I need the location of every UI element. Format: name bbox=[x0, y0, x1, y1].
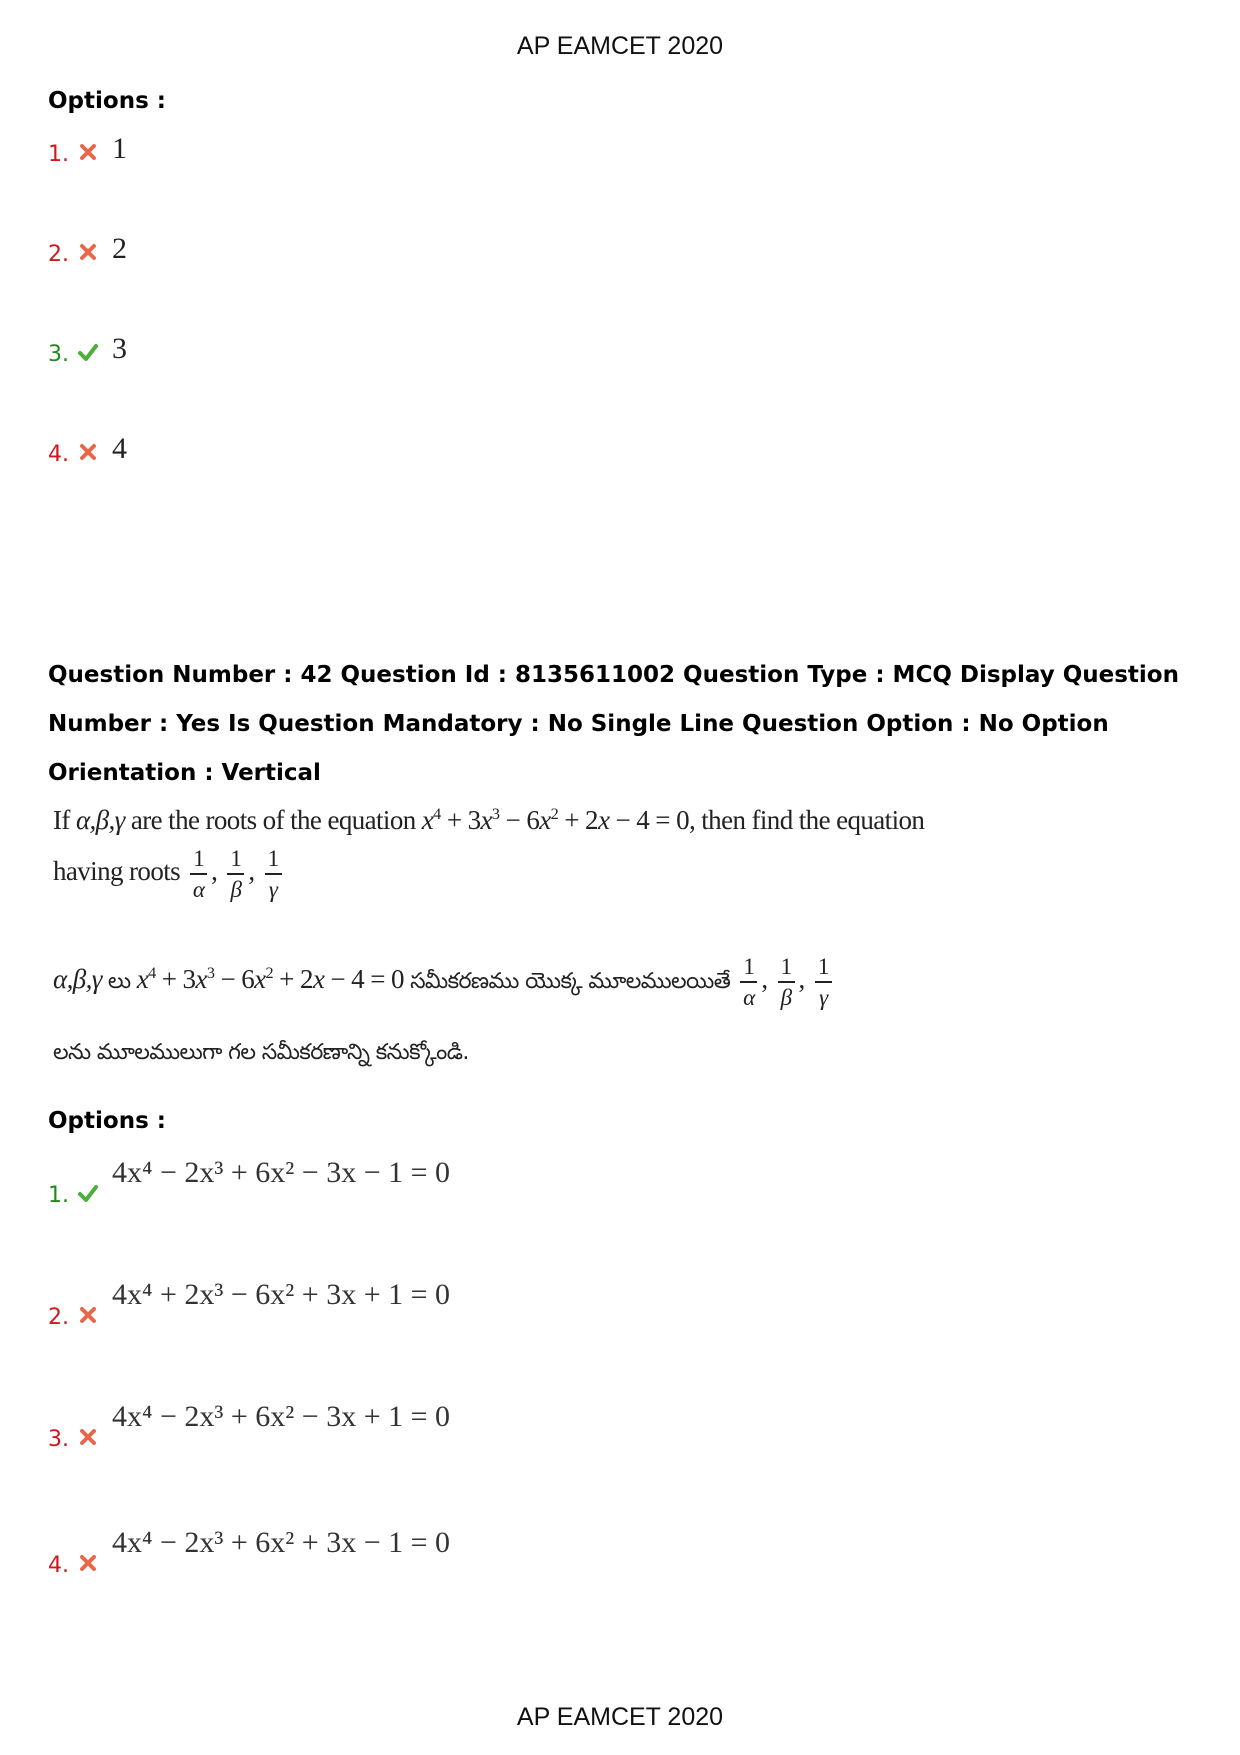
option-number: 1. bbox=[48, 142, 69, 167]
question-text-english-line2: having roots $\frac{1}{\alpha}$ , $\frac{1}{\beta}$ , $\frac{1}{\gamma}$ bbox=[53, 847, 286, 901]
question-end-text: , then find the equation bbox=[688, 805, 925, 835]
option-number: 1. bbox=[48, 1183, 69, 1208]
given-equation: $x^4 + 3x^3 - 6x^2 + 2x - 4 = 0$ bbox=[136, 964, 404, 995]
fraction-alpha: $\frac{1}{\alpha}$ bbox=[740, 955, 757, 1009]
given-equation: $x^4 + 3x^3 - 6x^2 + 2x - 4 = 0$ bbox=[421, 805, 689, 835]
option-value: 2 bbox=[112, 232, 127, 265]
option-equation: 4x⁴ − 2x³ + 6x² + 3x − 1 = 0 bbox=[112, 1526, 451, 1559]
option-number: 2. bbox=[48, 1305, 69, 1330]
checkmark-icon bbox=[78, 1183, 98, 1203]
roots-symbols: α,β,γ bbox=[75, 805, 125, 835]
options-label: Options : bbox=[48, 1108, 166, 1134]
fraction-gamma: $\frac{1}{\gamma}$ bbox=[265, 847, 282, 901]
option-value: 1 bbox=[112, 132, 127, 165]
question-meta: Question Number : 42 Question Id : 8135611002 Question Type : MCQ Display Question Number : Yes Is Question Mandatory : No Single Line Question Option : No Option Orientation : Vertical bbox=[48, 662, 1179, 786]
option-value: 4 bbox=[112, 432, 127, 465]
fraction-beta: $\frac{1}{\beta}$ bbox=[778, 955, 795, 1009]
option-equation: 4x⁴ − 2x³ + 6x² − 3x − 1 = 0 bbox=[112, 1156, 451, 1189]
telugu-text: సమీకరణము యొక్క మూలములయితే bbox=[410, 969, 731, 995]
question-text-english-line1 bbox=[53, 805, 924, 836]
roots-symbols: α,β,γ bbox=[53, 964, 102, 995]
fraction-alpha: $\frac{1}{\alpha}$ bbox=[190, 847, 207, 901]
option-number: 4. bbox=[48, 442, 69, 467]
question-text-telugu-line1: α,β,γ లు $x^4 + 3x^3 - 6x^2 + 2x - 4 = 0$ సమీకరణము యొక్క మూలములయితే $\frac{1}{\alpha}$ , $\frac{1}{\beta}$ , $\frac{1}{\gamma}$ bbox=[53, 955, 836, 1009]
option-number: 3. bbox=[48, 342, 69, 367]
option-number: 2. bbox=[48, 242, 69, 267]
cross-icon bbox=[78, 142, 98, 162]
checkmark-icon bbox=[78, 342, 98, 362]
cross-icon bbox=[78, 1305, 98, 1325]
question-mid-text: are the roots of the equation bbox=[130, 805, 416, 835]
cross-icon bbox=[78, 1553, 98, 1573]
page-header: AP EAMCET 2020 bbox=[516, 32, 724, 60]
question-text-telugu-line2: లను మూలములుగా గల సమీకరణాన్ని కనుక్కోండి. bbox=[53, 1040, 469, 1065]
options-label: Options : bbox=[48, 88, 166, 114]
option-equation: 4x⁴ − 2x³ + 6x² − 3x + 1 = 0 bbox=[112, 1400, 451, 1433]
fraction-beta: $\frac{1}{\beta}$ bbox=[227, 847, 244, 901]
option-value: 3 bbox=[112, 332, 127, 365]
option-number: 4. bbox=[48, 1553, 69, 1578]
option-equation: 4x⁴ + 2x³ − 6x² + 3x + 1 = 0 bbox=[112, 1278, 451, 1311]
fraction-gamma: $\frac{1}{\gamma}$ bbox=[815, 955, 832, 1009]
option-number: 3. bbox=[48, 1427, 69, 1452]
telugu-connector: లు bbox=[107, 969, 131, 995]
page-footer: AP EAMCET 2020 bbox=[516, 1703, 724, 1731]
question-if: If bbox=[53, 805, 70, 835]
cross-icon bbox=[78, 242, 98, 262]
cross-icon bbox=[78, 442, 98, 462]
cross-icon bbox=[78, 1427, 98, 1447]
having-roots-text: having roots bbox=[53, 856, 181, 887]
